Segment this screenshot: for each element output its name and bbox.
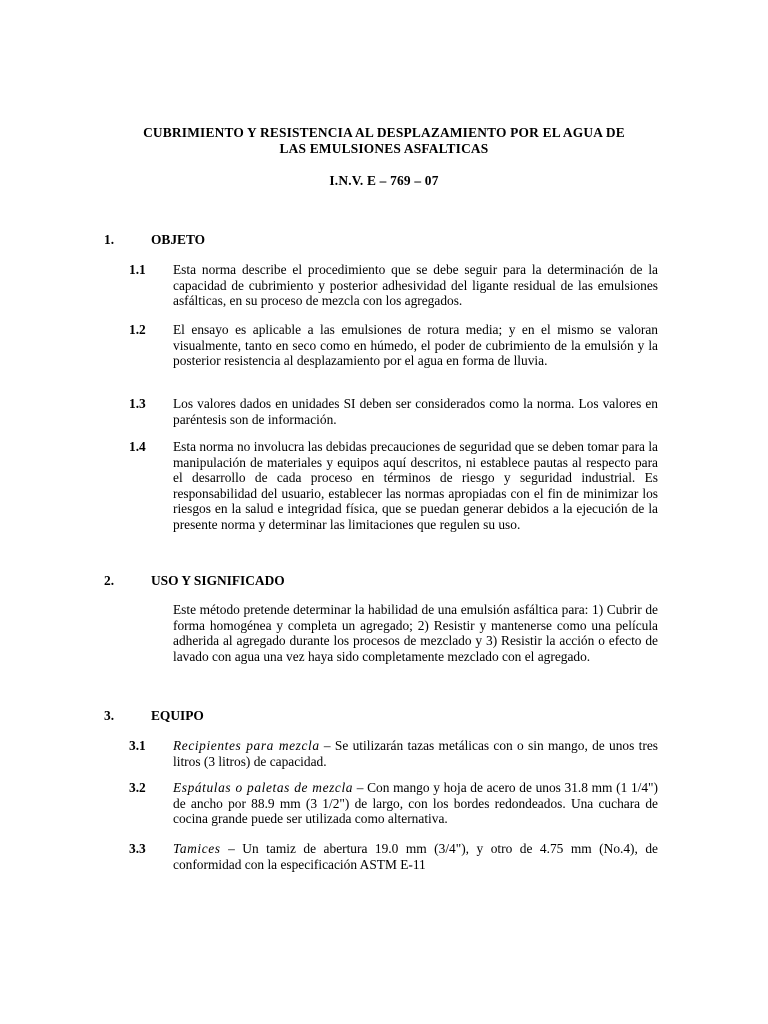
- item-3-3-number: 3.3: [129, 841, 146, 856]
- document-title-line-2: LAS EMULSIONES ASFALTICAS: [279, 141, 489, 156]
- item-3-1-term: Recipientes para mezcla: [173, 738, 320, 753]
- item-3-1-description: – Se utilizarán tazas metálicas con o sin mango, de unos tres litros (3 litros) de capacidad.: [173, 738, 658, 769]
- section-2-body: Este método pretende determinar la habilidad de una emulsión asfáltica para: 1) Cubrir de forma homogénea y completa un agregado; 2) Resistir y mantenerse como una película adherida al agregado durante los procesos de mezclado y 3) Resistir la acción o efecto de lavado con agua una vez haya sido completamente mezclado con el agregado.: [173, 602, 658, 664]
- document-title-line-1: CUBRIMIENTO Y RESISTENCIA AL DESPLAZAMIENTO POR EL AGUA DE: [143, 125, 625, 140]
- item-1-3-text: Los valores dados en unidades SI deben ser considerados como la norma. Los valores en paréntesis son de información.: [173, 396, 658, 427]
- section-3-number: 3.: [104, 708, 115, 723]
- item-1-4-number: 1.4: [129, 439, 146, 454]
- item-3-2-description: – Con mango y hoja de acero de unos 31.8 mm (1 1/4") de ancho por 88.9 mm (3 1/2") de largo, con los bordes redondeados. Una cuchara de cocina grande puede ser utilizada como alternativa.: [173, 780, 658, 826]
- item-1-1-number: 1.1: [129, 262, 146, 277]
- item-1-2-text: El ensayo es aplicable a las emulsiones de rotura media; y en el mismo se valoran visualmente, tanto en seco como en húmedo, el poder de cubrimiento de la emulsión y la posterior resistencia al desplazamiento por el agua en forma de lluvia.: [173, 322, 658, 368]
- item-3-2-term: Espátulas o paletas de mezcla: [173, 780, 354, 795]
- section-1-title: OBJETO: [151, 232, 206, 247]
- item-1-1-text: Esta norma describe el procedimiento que se debe seguir para la determinación de la capacidad de cubrimiento y posterior adhesividad del ligante residual de las emulsiones asfálticas, en su proceso de mezcla con los agregados.: [173, 262, 658, 308]
- item-1-4-text: Esta norma no involucra las debidas precauciones de seguridad que se deben tomar para la manipulación de materiales y equipos aquí descritos, ni establece pautas al respecto para el desarrollo de cada proceso en términos de riesgo y seguridad industrial. Es responsabilidad del usuario, establecer las normas apropiadas con el fin de minimizar los riesgos en la salud e integridad física, que se puedan generar debidos a la ejecución de la presente norma y determinar las limitaciones que regulen su uso.: [173, 439, 658, 532]
- item-1-2-number: 1.2: [129, 322, 146, 337]
- section-3-title: EQUIPO: [151, 708, 204, 723]
- item-3-2-number: 3.2: [129, 780, 146, 795]
- item-1-3-number: 1.3: [129, 396, 146, 411]
- item-3-1-number: 3.1: [129, 738, 146, 753]
- item-3-1-text: [173, 738, 658, 769]
- section-2-number: 2.: [104, 573, 115, 588]
- item-3-3-term: Tamices: [173, 841, 221, 856]
- item-3-3-description: – Un tamiz de abertura 19.0 mm (3/4"), y otro de 4.75 mm (No.4), de conformidad con la especificación ASTM E-11: [173, 841, 658, 872]
- document-code: I.N.V. E – 769 – 07: [329, 173, 439, 188]
- item-3-2-text: [173, 780, 658, 827]
- item-3-3-text: [173, 841, 658, 872]
- section-2-title: USO Y SIGNIFICADO: [151, 573, 285, 588]
- section-1-number: 1.: [104, 232, 115, 247]
